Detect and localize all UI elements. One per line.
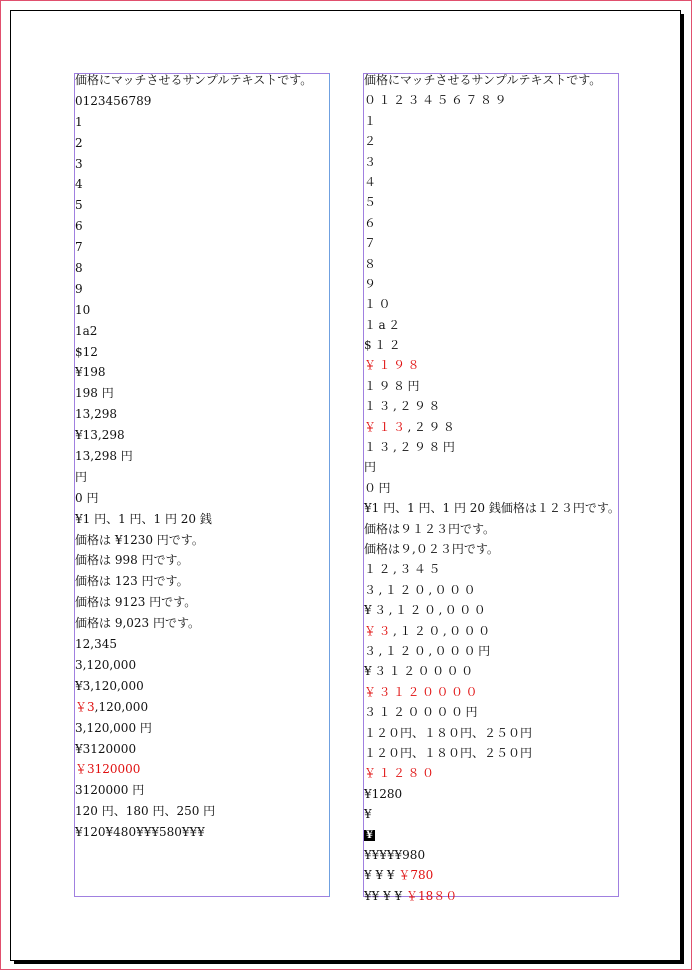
line-text: ¥3120000 — [75, 741, 137, 756]
line-text: ¥ — [366, 830, 373, 842]
text-line — [364, 788, 618, 808]
text-line — [364, 625, 618, 645]
line-text: ¥3,120,000 — [75, 678, 144, 693]
line-text: ６ — [364, 215, 379, 230]
text-line — [75, 575, 329, 596]
text-line — [75, 701, 329, 722]
text-line — [364, 176, 618, 196]
text-line — [75, 346, 329, 367]
text-line — [364, 278, 618, 298]
line-text: 9 — [75, 281, 83, 296]
text-line — [75, 617, 329, 638]
text-line — [364, 135, 618, 155]
line-text: ¥120¥480¥¥¥580¥¥¥ — [75, 825, 205, 840]
line-text: ２ — [364, 134, 379, 149]
text-line — [75, 534, 329, 555]
line-text: ¥13,298 — [75, 428, 125, 443]
line-text: 3,120,000 — [75, 657, 137, 672]
line-text: 価格は９,０２３円です。 — [364, 541, 499, 556]
line-text: 3 — [75, 156, 83, 171]
text-line — [364, 359, 618, 379]
text-line — [75, 241, 329, 262]
text-line — [364, 441, 618, 461]
line-text: 6 — [75, 219, 83, 234]
line-text: ３,１２０,０００ — [364, 582, 479, 597]
line-text: ¥ — [364, 807, 372, 822]
text-line — [364, 604, 618, 624]
line-text: ¥¥ ¥ ¥ — [364, 888, 406, 903]
highlighted-price-text: ￥18８０ — [405, 888, 458, 903]
line-text: 価格は 123 円です。 — [75, 574, 189, 589]
line-text: ３１２００００円 — [364, 705, 481, 720]
text-line — [364, 543, 618, 563]
text-line — [75, 262, 329, 283]
line-text: ,１２０,０００ — [393, 623, 493, 638]
line-text: ４ — [364, 174, 379, 189]
text-line — [364, 156, 618, 176]
text-line — [364, 74, 618, 94]
line-text: １２０円、１８０円、２５０円 — [364, 725, 533, 740]
line-text: ,２９８ — [407, 419, 458, 434]
line-text: ７ — [364, 236, 379, 251]
highlighted-price-text: ￥１９８ — [364, 358, 423, 373]
line-text: 1 — [75, 114, 83, 129]
line-text: 円 — [75, 469, 88, 484]
left-column — [75, 74, 329, 847]
line-text: ¥３１２００００ — [364, 664, 476, 679]
line-text: 価格は 9,023 円です。 — [75, 616, 201, 631]
text-line — [75, 805, 329, 826]
highlighted-price-text: ￥３１２００００ — [364, 684, 481, 699]
line-text: ３,１２０,０００円 — [364, 643, 493, 658]
text-line — [75, 366, 329, 387]
text-line — [75, 450, 329, 471]
text-line — [75, 722, 329, 743]
line-text: 8 — [75, 261, 83, 276]
text-line — [364, 727, 618, 747]
line-text: 価格にマッチさせるサンプルテキストです。 — [75, 73, 313, 87]
line-text: 価格は 998 円です。 — [75, 553, 189, 568]
text-line — [75, 743, 329, 764]
text-line — [364, 563, 618, 583]
text-line — [364, 808, 618, 828]
line-text: 120 円、180 円、250 円 — [75, 804, 216, 819]
text-line — [364, 890, 618, 910]
line-text: $12 — [75, 344, 98, 359]
line-text: 4 — [75, 177, 83, 192]
text-line — [364, 115, 618, 135]
text-line — [364, 380, 618, 400]
highlighted-price-text: ￥１３ — [364, 419, 408, 434]
line-text: ¥1 円、1 円、1 円 20 銭 — [75, 511, 212, 526]
line-text: ９ — [364, 276, 379, 291]
text-line — [364, 523, 618, 543]
line-text: １０ — [364, 297, 394, 312]
line-text: 7 — [75, 240, 83, 255]
line-text: 12,345 — [75, 637, 117, 652]
line-text: 198 円 — [75, 386, 114, 401]
line-text: ¥198 — [75, 365, 106, 380]
text-line — [364, 645, 618, 665]
highlighted-price-text: ￥３ — [364, 623, 394, 638]
text-line — [75, 784, 329, 805]
text-line — [364, 400, 618, 420]
line-text: ¥３,１２０,０００ — [364, 603, 489, 618]
line-text: ,120,000 — [94, 699, 149, 714]
line-text: 価格は 9123 円です。 — [75, 595, 197, 610]
text-line — [364, 706, 618, 726]
text-line — [75, 95, 329, 116]
line-text: 10 — [75, 302, 91, 317]
line-text: ¥1280 — [364, 786, 403, 801]
text-line — [75, 763, 329, 784]
line-text: １２０円、１８０円、２５０円 — [364, 745, 533, 760]
text-line — [75, 554, 329, 575]
text-line — [75, 116, 329, 137]
text-line — [364, 217, 618, 237]
text-line — [364, 502, 618, 522]
text-line — [364, 584, 618, 604]
line-text: ０円 — [364, 480, 394, 495]
highlighted-price-text: ￥１２８０ — [364, 766, 437, 781]
line-text: １a２ — [364, 317, 403, 332]
text-line — [75, 387, 329, 408]
text-line — [75, 408, 329, 429]
text-line — [75, 471, 329, 492]
text-line — [364, 767, 618, 787]
line-text: １３,２９８円 — [364, 440, 458, 455]
text-line — [364, 461, 618, 481]
line-text: 3120000 円 — [75, 783, 145, 798]
text-line — [364, 482, 618, 502]
right-text-frame — [363, 73, 620, 903]
left-text-frame — [74, 73, 330, 897]
text-line — [364, 258, 618, 278]
highlighted-price-text: ￥3 — [75, 699, 95, 714]
highlighted-price-text: ￥3120000 — [75, 762, 141, 777]
text-line — [364, 747, 618, 767]
text-line — [364, 339, 618, 359]
line-text: 5 — [75, 198, 83, 213]
highlighted-price-text: ￥780 — [398, 868, 434, 883]
line-text: ３ — [364, 154, 379, 169]
line-text: ¥¥¥¥¥980 — [364, 847, 426, 862]
line-text: $１２ — [364, 338, 404, 353]
text-line — [75, 178, 329, 199]
line-text: ０１２３４５６７８９ — [364, 93, 510, 108]
line-text: 13,298 — [75, 407, 117, 422]
text-line — [75, 158, 329, 179]
line-text: ５ — [364, 195, 379, 210]
line-text: 価格は９１２３円です。 — [364, 521, 496, 536]
text-line — [75, 199, 329, 220]
text-line — [364, 298, 618, 318]
line-text: 円 — [364, 460, 377, 475]
line-text: ¥1 円、1 円、1 円 20 銭価格は１２３円です。 — [364, 501, 620, 516]
line-text: １３,２９８ — [364, 399, 443, 414]
text-line — [75, 220, 329, 241]
text-line — [364, 686, 618, 706]
text-line — [75, 596, 329, 617]
text-line — [75, 826, 329, 847]
line-text: 価格にマッチさせるサンプルテキストです。 — [364, 73, 602, 87]
line-text: １ — [364, 113, 379, 128]
right-column — [364, 74, 618, 910]
text-line — [364, 319, 618, 339]
line-text: ８ — [364, 256, 379, 271]
line-text: ¥ ¥ ¥ — [364, 868, 399, 883]
text-line — [364, 869, 618, 889]
text-line — [364, 196, 618, 216]
text-line — [364, 94, 618, 114]
line-text: 価格は ¥1230 円です。 — [75, 532, 204, 547]
text-line — [75, 659, 329, 680]
line-text: 1a2 — [75, 323, 98, 338]
text-line — [364, 421, 618, 441]
text-line — [75, 74, 329, 95]
text-line — [364, 828, 618, 848]
line-text: 2 — [75, 135, 83, 150]
line-text: １９８円 — [364, 378, 423, 393]
text-line — [75, 304, 329, 325]
text-line — [75, 513, 329, 534]
line-text: 13,298 円 — [75, 449, 133, 464]
text-line — [75, 638, 329, 659]
text-line — [75, 283, 329, 304]
text-line — [75, 492, 329, 513]
line-text: １２,３４５ — [364, 562, 443, 577]
text-line — [364, 665, 618, 685]
text-line — [75, 680, 329, 701]
text-line — [75, 137, 329, 158]
line-text: 0 円 — [75, 490, 99, 505]
text-line — [75, 325, 329, 346]
line-text: 0123456789 — [75, 93, 152, 108]
text-line — [364, 849, 618, 869]
line-text: 3,120,000 円 — [75, 720, 152, 735]
text-line — [75, 429, 329, 450]
text-line — [364, 237, 618, 257]
